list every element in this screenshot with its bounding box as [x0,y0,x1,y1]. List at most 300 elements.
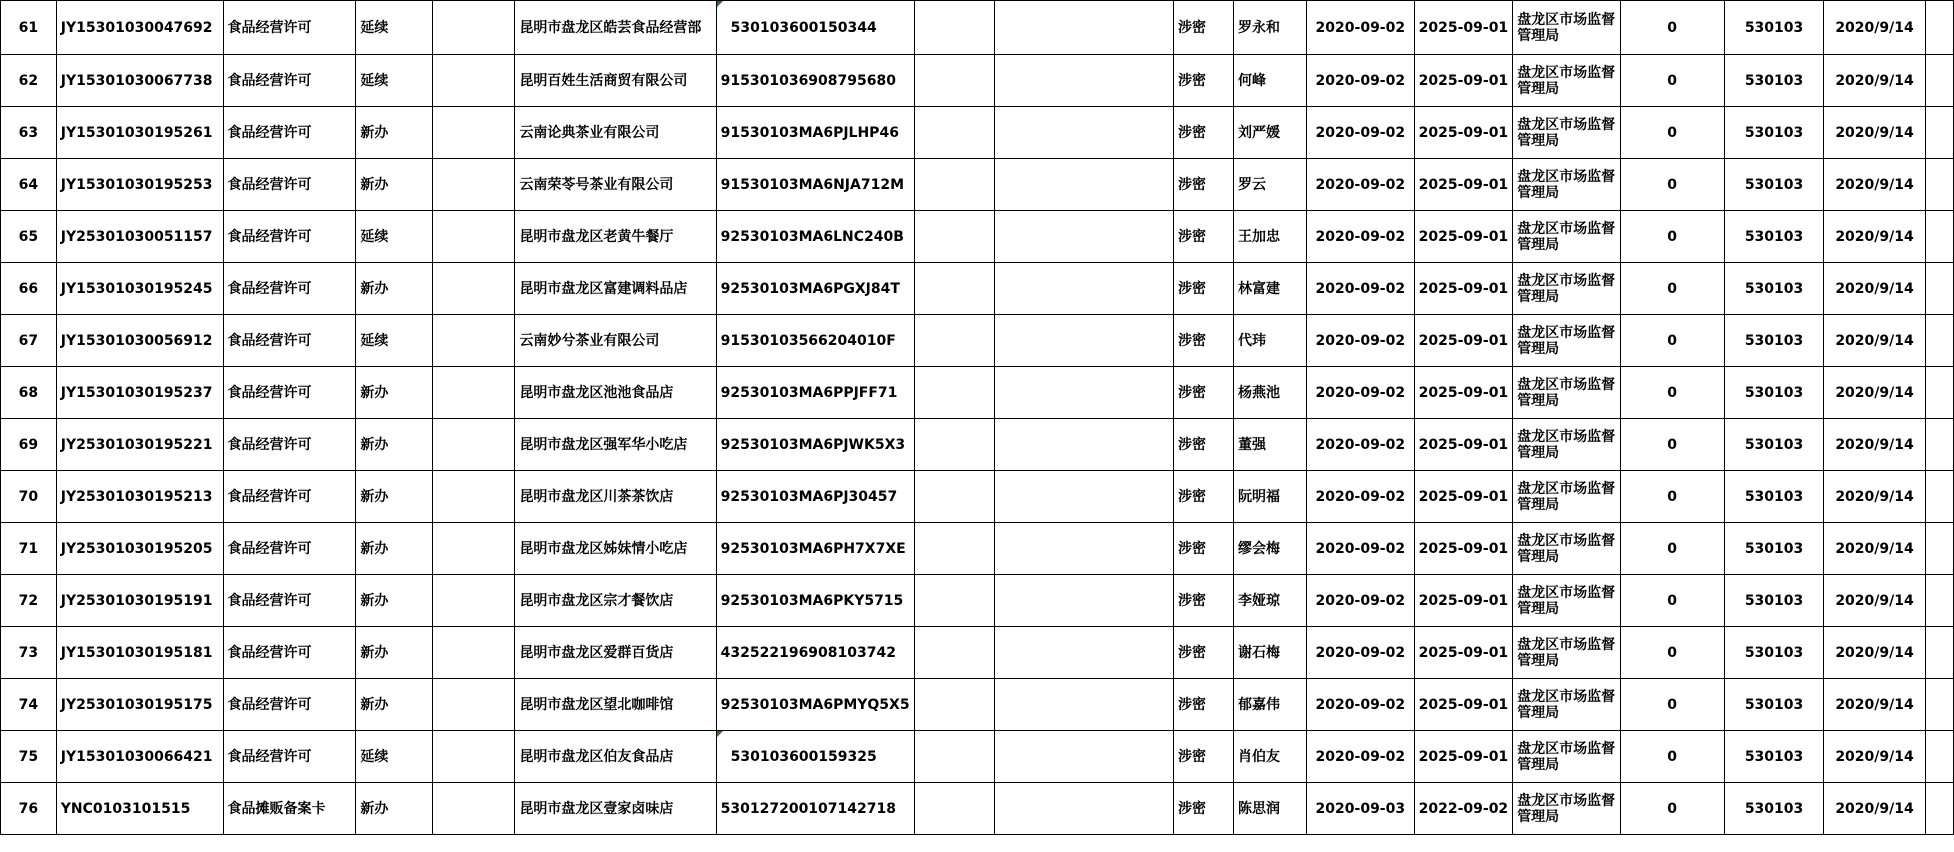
cell-update-date[interactable]: 2020/9/14 [1824,575,1925,627]
cell-valid-from[interactable]: 2020-09-02 [1307,575,1415,627]
cell-area-code[interactable]: 530103 [1724,263,1824,315]
cell-secret-flag[interactable]: 涉密 [1174,107,1234,159]
cell-credit-code[interactable]: 91530103MA6PJLHP46 [716,107,914,159]
cell-permit-number[interactable]: YNC0103101515 [56,783,223,835]
cell-permit-number[interactable]: JY15301030195253 [56,159,223,211]
cell-empty[interactable] [432,783,515,835]
cell-area-code[interactable]: 530103 [1724,159,1824,211]
cell-empty[interactable] [995,55,1174,107]
cell-secret-flag[interactable]: 涉密 [1174,367,1234,419]
cell-update-date[interactable]: 2020/9/14 [1824,367,1925,419]
cell-update-date[interactable]: 2020/9/14 [1824,107,1925,159]
cell-valid-from[interactable]: 2020-09-02 [1307,1,1415,55]
cell-secret-flag[interactable]: 涉密 [1174,211,1234,263]
cell-credit-code[interactable]: 92530103MA6PH7X7XE [716,523,914,575]
cell-permit-type[interactable]: 食品经营许可 [223,55,356,107]
cell-empty[interactable] [432,627,515,679]
cell-area-code[interactable]: 530103 [1724,783,1824,835]
cell-valid-to[interactable]: 2025-09-01 [1414,263,1513,315]
cell-permit-number[interactable]: JY25301030051157 [56,211,223,263]
cell-empty[interactable] [1925,419,1953,471]
cell-empty[interactable] [1925,367,1953,419]
cell-permit-number[interactable]: JY15301030066421 [56,731,223,783]
cell-row-number[interactable]: 62 [1,55,57,107]
cell-empty[interactable] [432,471,515,523]
cell-credit-code[interactable]: 92530103MA6PPJFF71 [716,367,914,419]
cell-update-date[interactable]: 2020/9/14 [1824,315,1925,367]
cell-legal-person[interactable]: 肖伯友 [1234,731,1307,783]
cell-authority[interactable]: 盘龙区市场监督管理局 [1513,55,1620,107]
cell-update-date[interactable]: 2020/9/14 [1824,471,1925,523]
cell-empty[interactable] [432,263,515,315]
table-row [1,1,1954,55]
cell-valid-to[interactable]: 2025-09-01 [1414,315,1513,367]
cell-empty[interactable] [432,159,515,211]
cell-secret-flag[interactable]: 涉密 [1174,1,1234,55]
cell-row-number[interactable]: 75 [1,731,57,783]
cell-valid-to[interactable]: 2025-09-01 [1414,575,1513,627]
cell-secret-flag[interactable]: 涉密 [1174,263,1234,315]
cell-business-name[interactable]: 昆明市盘龙区强军华小吃店 [515,419,716,471]
cell-empty[interactable] [914,419,995,471]
cell-area-code[interactable]: 530103 [1724,1,1824,55]
cell-empty[interactable] [432,523,515,575]
cell-empty[interactable] [914,367,995,419]
cell-status[interactable]: 0 [1620,419,1724,471]
cell-status[interactable]: 0 [1620,627,1724,679]
cell-empty[interactable] [1925,523,1953,575]
cell-valid-to[interactable]: 2025-09-01 [1414,627,1513,679]
cell-legal-person[interactable]: 何峰 [1234,55,1307,107]
cell-authority[interactable]: 盘龙区市场监督管理局 [1513,1,1620,55]
cell-permit-type[interactable]: 食品经营许可 [223,731,356,783]
cell-valid-from[interactable]: 2020-09-02 [1307,159,1415,211]
cell-empty[interactable] [914,1,995,55]
cell-valid-from[interactable]: 2020-09-02 [1307,211,1415,263]
cell-empty[interactable] [914,627,995,679]
cell-secret-flag[interactable]: 涉密 [1174,419,1234,471]
cell-empty[interactable] [1925,159,1953,211]
cell-empty[interactable] [995,263,1174,315]
cell-status[interactable]: 0 [1620,783,1724,835]
cell-permit-number[interactable]: JY15301030056912 [56,315,223,367]
cell-valid-from[interactable]: 2020-09-02 [1307,523,1415,575]
cell-empty[interactable] [995,1,1174,55]
cell-authority[interactable]: 盘龙区市场监督管理局 [1513,679,1620,731]
cell-area-code[interactable]: 530103 [1724,107,1824,159]
cell-empty[interactable] [1925,679,1953,731]
cell-permit-type[interactable]: 食品经营许可 [223,107,356,159]
cell-permit-type[interactable]: 食品摊贩备案卡 [223,783,356,835]
cell-empty[interactable] [432,731,515,783]
cell-valid-from[interactable]: 2020-09-02 [1307,315,1415,367]
cell-permit-type[interactable]: 食品经营许可 [223,367,356,419]
cell-empty[interactable] [432,575,515,627]
cell-empty[interactable] [432,107,515,159]
table-row [1,419,1954,471]
cell-business-name[interactable]: 昆明市盘龙区川茶茶饮店 [515,471,716,523]
cell-empty[interactable] [1925,211,1953,263]
cell-valid-to[interactable]: 2025-09-01 [1414,211,1513,263]
cell-valid-to[interactable]: 2025-09-01 [1414,523,1513,575]
cell-legal-person[interactable]: 杨燕池 [1234,367,1307,419]
cell-secret-flag[interactable]: 涉密 [1174,679,1234,731]
cell-valid-to[interactable]: 2022-09-02 [1414,783,1513,835]
cell-authority[interactable]: 盘龙区市场监督管理局 [1513,367,1620,419]
cell-valid-to[interactable]: 2025-09-01 [1414,419,1513,471]
cell-action-type[interactable]: 新办 [356,783,432,835]
cell-permit-number[interactable]: JY15301030195245 [56,263,223,315]
cell-legal-person[interactable]: 陈思润 [1234,783,1307,835]
cell-area-code[interactable]: 530103 [1724,367,1824,419]
cell-action-type[interactable]: 延续 [356,315,432,367]
cell-update-date[interactable]: 2020/9/14 [1824,731,1925,783]
cell-valid-to[interactable]: 2025-09-01 [1414,679,1513,731]
table-row [1,575,1954,627]
cell-empty[interactable] [995,159,1174,211]
cell-row-number[interactable]: 72 [1,575,57,627]
cell-status[interactable]: 0 [1620,523,1724,575]
cell-empty[interactable] [914,107,995,159]
cell-secret-flag[interactable]: 涉密 [1174,315,1234,367]
cell-permit-type[interactable]: 食品经营许可 [223,419,356,471]
cell-row-number[interactable]: 76 [1,783,57,835]
cell-action-type[interactable]: 新办 [356,159,432,211]
cell-empty[interactable] [432,419,515,471]
cell-action-type[interactable]: 新办 [356,107,432,159]
cell-credit-code[interactable]: 92530103MA6PGXJ84T [716,263,914,315]
cell-authority[interactable]: 盘龙区市场监督管理局 [1513,107,1620,159]
cell-authority[interactable]: 盘龙区市场监督管理局 [1513,731,1620,783]
cell-valid-to[interactable]: 2025-09-01 [1414,367,1513,419]
cell-empty[interactable] [914,263,995,315]
cell-area-code[interactable]: 530103 [1724,731,1824,783]
table-row [1,471,1954,523]
cell-permit-number[interactable]: JY15301030195261 [56,107,223,159]
cell-status[interactable]: 0 [1620,107,1724,159]
cell-secret-flag[interactable]: 涉密 [1174,575,1234,627]
cell-legal-person[interactable]: 罗云 [1234,159,1307,211]
cell-secret-flag[interactable]: 涉密 [1174,55,1234,107]
cell-authority[interactable]: 盘龙区市场监督管理局 [1513,419,1620,471]
cell-empty[interactable] [914,523,995,575]
cell-authority[interactable]: 盘龙区市场监督管理局 [1513,627,1620,679]
cell-status[interactable]: 0 [1620,315,1724,367]
cell-authority[interactable]: 盘龙区市场监督管理局 [1513,471,1620,523]
cell-update-date[interactable]: 2020/9/14 [1824,55,1925,107]
cell-area-code[interactable]: 530103 [1724,55,1824,107]
cell-secret-flag[interactable]: 涉密 [1174,159,1234,211]
table-row [1,731,1954,783]
cell-empty[interactable] [432,367,515,419]
cell-row-number[interactable]: 67 [1,315,57,367]
table-row [1,523,1954,575]
cell-empty[interactable] [1925,471,1953,523]
cell-status[interactable]: 0 [1620,159,1724,211]
cell-empty[interactable] [914,575,995,627]
cell-valid-to[interactable]: 2025-09-01 [1414,55,1513,107]
cell-valid-from[interactable]: 2020-09-02 [1307,627,1415,679]
cell-empty[interactable] [995,471,1174,523]
cell-permit-type[interactable]: 食品经营许可 [223,523,356,575]
cell-legal-person[interactable]: 王加忠 [1234,211,1307,263]
cell-credit-code[interactable]: 92530103MA6PJWK5X3 [716,419,914,471]
cell-valid-from[interactable]: 2020-09-02 [1307,107,1415,159]
cell-business-name[interactable]: 昆明市盘龙区池池食品店 [515,367,716,419]
cell-empty[interactable] [432,679,515,731]
cell-update-date[interactable]: 2020/9/14 [1824,627,1925,679]
cell-empty[interactable] [995,783,1174,835]
cell-area-code[interactable]: 530103 [1724,471,1824,523]
table-row [1,315,1954,367]
cell-authority[interactable]: 盘龙区市场监督管理局 [1513,315,1620,367]
cell-empty[interactable] [432,211,515,263]
cell-authority[interactable]: 盘龙区市场监督管理局 [1513,783,1620,835]
cell-permit-type[interactable]: 食品经营许可 [223,263,356,315]
cell-row-number[interactable]: 68 [1,367,57,419]
cell-action-type[interactable]: 新办 [356,679,432,731]
cell-empty[interactable] [914,211,995,263]
cell-secret-flag[interactable]: 涉密 [1174,627,1234,679]
cell-credit-code[interactable]: 92530103MA6PJ30457 [716,471,914,523]
cell-area-code[interactable]: 530103 [1724,627,1824,679]
cell-authority[interactable]: 盘龙区市场监督管理局 [1513,523,1620,575]
cell-permit-number[interactable]: JY15301030195181 [56,627,223,679]
cell-update-date[interactable]: 2020/9/14 [1824,1,1925,55]
cell-empty[interactable] [914,315,995,367]
cell-action-type[interactable]: 延续 [356,731,432,783]
cell-business-name[interactable]: 昆明市盘龙区壹家卤味店 [515,783,716,835]
cell-empty[interactable] [914,679,995,731]
cell-authority[interactable]: 盘龙区市场监督管理局 [1513,575,1620,627]
cell-update-date[interactable]: 2020/9/14 [1824,419,1925,471]
cell-business-name[interactable]: 云南妙兮茶业有限公司 [515,315,716,367]
cell-empty[interactable] [1925,315,1953,367]
table-body [1,1,1954,835]
cell-empty[interactable] [995,575,1174,627]
cell-valid-to[interactable]: 2025-09-01 [1414,471,1513,523]
cell-row-number[interactable]: 64 [1,159,57,211]
cell-permit-type[interactable]: 食品经营许可 [223,575,356,627]
cell-legal-person[interactable]: 林富建 [1234,263,1307,315]
cell-legal-person[interactable]: 刘严媛 [1234,107,1307,159]
cell-empty[interactable] [914,471,995,523]
cell-valid-from[interactable]: 2020-09-02 [1307,263,1415,315]
cell-area-code[interactable]: 530103 [1724,523,1824,575]
cell-empty[interactable] [995,211,1174,263]
cell-legal-person[interactable]: 阮明福 [1234,471,1307,523]
cell-update-date[interactable]: 2020/9/14 [1824,159,1925,211]
cell-empty[interactable] [914,783,995,835]
cell-permit-number[interactable]: JY25301030195191 [56,575,223,627]
cell-permit-number[interactable]: JY25301030195213 [56,471,223,523]
cell-row-number[interactable]: 74 [1,679,57,731]
cell-business-name[interactable]: 云南荣苓号茶业有限公司 [515,159,716,211]
cell-update-date[interactable]: 2020/9/14 [1824,263,1925,315]
cell-row-number[interactable]: 73 [1,627,57,679]
cell-legal-person[interactable]: 董强 [1234,419,1307,471]
cell-area-code[interactable]: 530103 [1724,315,1824,367]
cell-row-number[interactable]: 61 [1,1,57,55]
cell-business-name[interactable]: 昆明百姓生活商贸有限公司 [515,55,716,107]
cell-action-type[interactable]: 新办 [356,627,432,679]
cell-secret-flag[interactable]: 涉密 [1174,783,1234,835]
cell-credit-code[interactable]: 530103600159325 [716,731,914,783]
cell-action-type[interactable]: 新办 [356,523,432,575]
table-row [1,679,1954,731]
cell-empty[interactable] [914,55,995,107]
cell-empty[interactable] [995,419,1174,471]
cell-update-date[interactable]: 2020/9/14 [1824,783,1925,835]
cell-row-number[interactable]: 69 [1,419,57,471]
cell-business-name[interactable]: 昆明市盘龙区老黄牛餐厅 [515,211,716,263]
cell-empty[interactable] [432,1,515,55]
cell-credit-code[interactable]: 91530103MA6NJA712M [716,159,914,211]
cell-permit-number[interactable]: JY15301030067738 [56,55,223,107]
cell-action-type[interactable]: 新办 [356,263,432,315]
cell-valid-to[interactable]: 2025-09-01 [1414,1,1513,55]
cell-empty[interactable] [432,315,515,367]
cell-empty[interactable] [995,315,1174,367]
cell-status[interactable]: 0 [1620,211,1724,263]
cell-update-date[interactable]: 2020/9/14 [1824,211,1925,263]
cell-business-name[interactable]: 昆明市盘龙区姊妹情小吃店 [515,523,716,575]
cell-business-name[interactable]: 昆明市盘龙区富建调料品店 [515,263,716,315]
cell-legal-person[interactable]: 代玮 [1234,315,1307,367]
cell-secret-flag[interactable]: 涉密 [1174,731,1234,783]
cell-authority[interactable]: 盘龙区市场监督管理局 [1513,263,1620,315]
cell-row-number[interactable]: 63 [1,107,57,159]
cell-permit-number[interactable]: JY25301030195221 [56,419,223,471]
cell-action-type[interactable]: 新办 [356,367,432,419]
cell-credit-code[interactable]: 92530103MA6PMYQ5X5 [716,679,914,731]
cell-legal-person[interactable]: 谢石梅 [1234,627,1307,679]
cell-empty[interactable] [995,367,1174,419]
cell-authority[interactable]: 盘龙区市场监督管理局 [1513,211,1620,263]
cell-row-number[interactable]: 66 [1,263,57,315]
cell-update-date[interactable]: 2020/9/14 [1824,523,1925,575]
cell-area-code[interactable]: 530103 [1724,679,1824,731]
cell-status[interactable]: 0 [1620,731,1724,783]
cell-empty[interactable] [914,731,995,783]
cell-empty[interactable] [995,731,1174,783]
cell-status[interactable]: 0 [1620,55,1724,107]
cell-secret-flag[interactable]: 涉密 [1174,523,1234,575]
cell-status[interactable]: 0 [1620,679,1724,731]
cell-permit-type[interactable]: 食品经营许可 [223,211,356,263]
cell-empty[interactable] [1925,575,1953,627]
cell-action-type[interactable]: 新办 [356,471,432,523]
cell-valid-to[interactable]: 2025-09-01 [1414,107,1513,159]
cell-empty[interactable] [1925,107,1953,159]
cell-valid-from[interactable]: 2020-09-02 [1307,419,1415,471]
cell-legal-person[interactable]: 罗永和 [1234,1,1307,55]
cell-valid-from[interactable]: 2020-09-02 [1307,471,1415,523]
cell-valid-from[interactable]: 2020-09-02 [1307,679,1415,731]
cell-valid-from[interactable]: 2020-09-03 [1307,783,1415,835]
cell-permit-type[interactable]: 食品经营许可 [223,471,356,523]
cell-area-code[interactable]: 530103 [1724,211,1824,263]
cell-business-name[interactable]: 昆明市盘龙区望北咖啡馆 [515,679,716,731]
table-row [1,211,1954,263]
cell-update-date[interactable]: 2020/9/14 [1824,679,1925,731]
cell-permit-number[interactable]: JY25301030195175 [56,679,223,731]
cell-status[interactable]: 0 [1620,471,1724,523]
cell-business-name[interactable]: 昆明市盘龙区宗才餐饮店 [515,575,716,627]
cell-credit-code[interactable]: 915301036908795680 [716,55,914,107]
cell-permit-type[interactable]: 食品经营许可 [223,679,356,731]
cell-empty[interactable] [995,523,1174,575]
cell-empty[interactable] [1925,783,1953,835]
cell-permit-type[interactable]: 食品经营许可 [223,315,356,367]
cell-permit-number[interactable]: JY25301030195205 [56,523,223,575]
cell-action-type[interactable]: 延续 [356,211,432,263]
cell-row-number[interactable]: 71 [1,523,57,575]
cell-area-code[interactable]: 530103 [1724,575,1824,627]
cell-empty[interactable] [1925,263,1953,315]
cell-permit-number[interactable]: JY15301030195237 [56,367,223,419]
cell-empty[interactable] [1925,627,1953,679]
table-row [1,263,1954,315]
cell-empty[interactable] [995,627,1174,679]
cell-action-type[interactable]: 延续 [356,55,432,107]
cell-authority[interactable]: 盘龙区市场监督管理局 [1513,159,1620,211]
cell-credit-code[interactable]: 92530103MA6LNC240B [716,211,914,263]
cell-empty[interactable] [432,55,515,107]
cell-empty[interactable] [995,679,1174,731]
cell-credit-code[interactable]: 530103600150344 [716,1,914,55]
cell-permit-type[interactable]: 食品经营许可 [223,1,356,55]
cell-empty[interactable] [1925,55,1953,107]
cell-secret-flag[interactable]: 涉密 [1174,471,1234,523]
cell-area-code[interactable]: 530103 [1724,419,1824,471]
cell-legal-person[interactable]: 李娅琼 [1234,575,1307,627]
cell-action-type[interactable]: 新办 [356,419,432,471]
cell-status[interactable]: 0 [1620,1,1724,55]
cell-business-name[interactable]: 云南论典茶业有限公司 [515,107,716,159]
cell-business-name[interactable]: 昆明市盘龙区爱群百货店 [515,627,716,679]
cell-legal-person[interactable]: 缪会梅 [1234,523,1307,575]
cell-status[interactable]: 0 [1620,263,1724,315]
cell-status[interactable]: 0 [1620,575,1724,627]
cell-empty[interactable] [995,107,1174,159]
cell-legal-person[interactable]: 郁嘉伟 [1234,679,1307,731]
cell-business-name[interactable]: 昆明市盘龙区皓芸食品经营部 [515,1,716,55]
cell-valid-from[interactable]: 2020-09-02 [1307,731,1415,783]
cell-credit-code[interactable]: 432522196908103742 [716,627,914,679]
cell-permit-type[interactable]: 食品经营许可 [223,627,356,679]
cell-business-name[interactable]: 昆明市盘龙区伯友食品店 [515,731,716,783]
cell-valid-from[interactable]: 2020-09-02 [1307,55,1415,107]
cell-credit-code[interactable]: 92530103MA6PKY5715 [716,575,914,627]
cell-credit-code[interactable]: 530127200107142718 [716,783,914,835]
cell-permit-number[interactable]: JY15301030047692 [56,1,223,55]
cell-action-type[interactable]: 延续 [356,1,432,55]
cell-valid-to[interactable]: 2025-09-01 [1414,159,1513,211]
cell-status[interactable]: 0 [1620,367,1724,419]
cell-credit-code[interactable]: 91530103566204010F [716,315,914,367]
cell-row-number[interactable]: 70 [1,471,57,523]
cell-empty[interactable] [1925,1,1953,55]
cell-empty[interactable] [914,159,995,211]
cell-empty[interactable] [1925,731,1953,783]
table-row [1,107,1954,159]
cell-permit-type[interactable]: 食品经营许可 [223,159,356,211]
cell-valid-from[interactable]: 2020-09-02 [1307,367,1415,419]
cell-row-number[interactable]: 65 [1,211,57,263]
cell-action-type[interactable]: 新办 [356,575,432,627]
cell-valid-to[interactable]: 2025-09-01 [1414,731,1513,783]
